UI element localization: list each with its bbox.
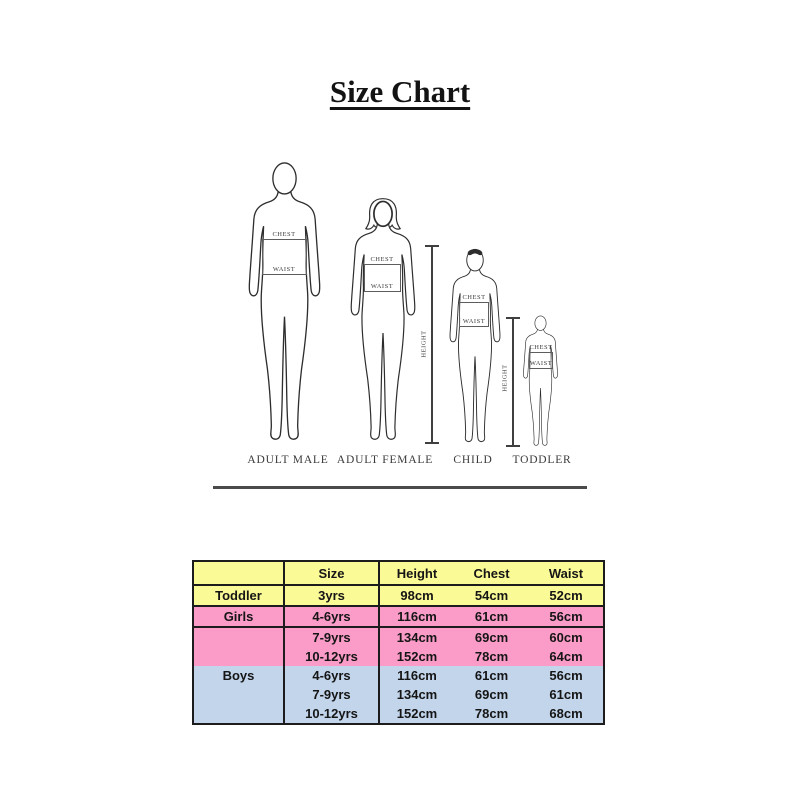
- group-cell: Boys: [193, 666, 284, 685]
- group-cell: [193, 704, 284, 724]
- group-cell: [193, 647, 284, 666]
- height-cell: 134cm: [396, 687, 438, 702]
- size-table: [192, 560, 605, 725]
- waist-cell: 56cm: [549, 668, 583, 683]
- group-cell: [193, 627, 284, 647]
- adult-male-chest-label: CHEST: [272, 231, 296, 238]
- adult-female-figure: [341, 198, 425, 446]
- group-cell: Toddler: [193, 585, 284, 606]
- height-cell: 98cm: [379, 585, 454, 606]
- section-divider: [213, 486, 587, 489]
- waist-cell: 68cm: [549, 706, 583, 721]
- waist-cell: 60cm: [549, 630, 583, 645]
- height-cell: 152cm: [396, 706, 438, 721]
- size-table-header-row: [193, 561, 604, 585]
- waist-cell: 52cm: [529, 585, 604, 606]
- size-cell: 4-6yrs: [284, 666, 379, 685]
- adult-female-caption: ADULT FEMALE: [336, 454, 434, 466]
- size-cell: 3yrs: [284, 585, 379, 606]
- chest-cell: 78cm: [474, 649, 509, 664]
- table-row-boys-4-6: [193, 666, 604, 685]
- height-cell: 116cm: [379, 606, 454, 627]
- group-cell: [193, 685, 284, 704]
- child-waist-label: WAIST: [462, 318, 486, 325]
- toddler-height-line: [512, 318, 514, 447]
- table-row-toddler: [193, 585, 604, 606]
- header-group: [193, 561, 284, 585]
- size-cell: 4-6yrs: [284, 606, 379, 627]
- adult-female-waist-label: WAIST: [370, 283, 394, 290]
- child-height-line-top-cap: [425, 245, 439, 247]
- child-height-line: [431, 246, 433, 443]
- chest-cell: 61cm: [474, 668, 509, 683]
- child-figure: [442, 248, 508, 447]
- chest-cell: 78cm: [474, 706, 509, 721]
- waist-cell: 61cm: [549, 687, 583, 702]
- adult-male-waist-label: WAIST: [272, 266, 296, 273]
- table-row-girls-4-6: [193, 606, 604, 627]
- toddler-figure: [518, 315, 563, 449]
- height-cell: 116cm: [397, 668, 437, 683]
- size-cell: 7-9yrs: [284, 627, 379, 647]
- header-waist: Waist: [529, 561, 604, 585]
- table-row-boys-10-12: [193, 704, 604, 724]
- header-chest: Chest: [454, 561, 529, 585]
- size-cell: 10-12yrs: [284, 704, 379, 724]
- child-height-line-bottom-cap: [425, 442, 439, 444]
- child-caption: CHILD: [453, 454, 493, 466]
- header-height: Height: [379, 561, 454, 585]
- toddler-waist-label: WAIST: [529, 360, 553, 367]
- adult-female-chest-label: CHEST: [370, 256, 394, 263]
- chest-cell: 69cm: [474, 630, 509, 645]
- adult-male-figure: [238, 161, 331, 447]
- group-cell: Girls: [193, 606, 284, 627]
- toddler-caption: TODDLER: [512, 454, 572, 466]
- child-height-label: HEIGHT: [420, 330, 428, 358]
- chest-cell: 61cm: [454, 606, 529, 627]
- page-title: Size Chart: [329, 74, 471, 109]
- height-cell: 134cm: [396, 630, 438, 645]
- size-cell: 10-12yrs: [284, 647, 379, 666]
- chest-cell: 69cm: [474, 687, 509, 702]
- toddler-height-label: HEIGHT: [501, 364, 509, 392]
- table-row-boys-7-9: [193, 685, 604, 704]
- size-cell: 7-9yrs: [284, 685, 379, 704]
- height-cell: 152cm: [396, 649, 438, 664]
- child-chest-label: CHEST: [462, 294, 486, 301]
- adult-male-caption: ADULT MALE: [247, 454, 329, 466]
- toddler-chest-label: CHEST: [529, 344, 553, 351]
- chest-cell: 54cm: [454, 585, 529, 606]
- waist-cell: 56cm: [529, 606, 604, 627]
- header-size: Size: [284, 561, 379, 585]
- waist-cell: 64cm: [549, 649, 583, 664]
- table-row-girls-10-12: [193, 647, 604, 666]
- table-row-girls-7-9: [193, 627, 604, 647]
